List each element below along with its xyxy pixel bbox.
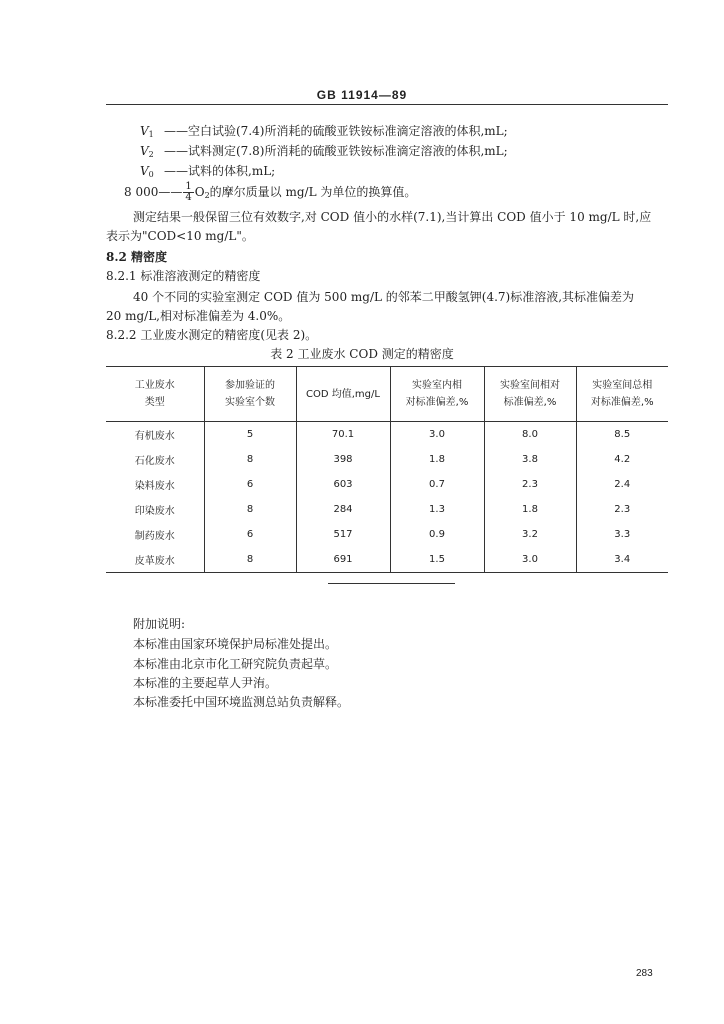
table-cell: 6 bbox=[204, 472, 296, 497]
table-cell: 398 bbox=[296, 447, 390, 472]
table-cell: 8 bbox=[204, 447, 296, 472]
table-cell: 8 bbox=[204, 547, 296, 573]
table-cell: 3.8 bbox=[484, 447, 576, 472]
definition-dash: —— bbox=[164, 164, 188, 178]
definition-text: 试料的体积,mL; bbox=[188, 164, 276, 178]
definition-text: 空白试验(7.4)所消耗的硫酸亚铁铵标准滴定溶液的体积,mL; bbox=[188, 124, 508, 138]
definition-v2 bbox=[140, 144, 508, 162]
page-number: 283 bbox=[636, 968, 653, 979]
table-cell: 8 bbox=[204, 497, 296, 522]
table-header-cell: 实验室间总相 对标准偏差,% bbox=[576, 367, 668, 422]
table-row bbox=[106, 522, 668, 547]
table-header-cell: COD 均值,mg/L bbox=[296, 367, 390, 422]
table-cell: 0.9 bbox=[390, 522, 484, 547]
definition-dash: —— bbox=[164, 124, 188, 138]
molecule: O2 bbox=[194, 185, 210, 200]
fraction: $\frac{1}{4}$ bbox=[185, 181, 192, 203]
definition-symbol: V2 bbox=[140, 144, 154, 159]
table-cell: 2.3 bbox=[576, 497, 668, 522]
page-header: GB 11914—89 bbox=[316, 88, 408, 102]
section-heading-8-2: 8.2 精密度 bbox=[106, 250, 168, 264]
mass-number: 8 000 bbox=[124, 185, 159, 199]
definition-symbol: V1 bbox=[140, 124, 154, 139]
table-cell: 1.8 bbox=[484, 497, 576, 522]
table-cell: 6 bbox=[204, 522, 296, 547]
table-cell: 8.0 bbox=[484, 422, 576, 448]
standard-para-line2: 20 mg/L,相对标准偏差为 4.0%。 bbox=[106, 309, 291, 323]
section-heading-8-2-2: 8.2.2 工业废水测定的精密度(见表 2)。 bbox=[106, 328, 318, 342]
table-cell: 3.0 bbox=[390, 422, 484, 448]
table-cell: 皮革废水 bbox=[106, 547, 204, 573]
table-row bbox=[106, 447, 668, 472]
precision-table bbox=[106, 366, 668, 573]
table-row bbox=[106, 472, 668, 497]
notes-title: 附加说明: bbox=[133, 617, 186, 631]
table-cell: 5 bbox=[204, 422, 296, 448]
table-cell: 1.5 bbox=[390, 547, 484, 573]
mass-text: 的摩尔质量以 mg/L 为单位的换算值。 bbox=[209, 185, 417, 199]
definition-dash: —— bbox=[164, 144, 188, 158]
table-cell: 70.1 bbox=[296, 422, 390, 448]
table-row bbox=[106, 422, 668, 448]
notes-line: 本标准由北京市化工研究院负责起草。 bbox=[133, 657, 338, 671]
table-cell: 3.2 bbox=[484, 522, 576, 547]
table-header-cell: 实验室内相 对标准偏差,% bbox=[390, 367, 484, 422]
result-para-line1: 测定结果一般保留三位有效数字,对 COD 值小的水样(7.1),当计算出 COD 值小于 10 mg/L 时,应 bbox=[133, 210, 652, 224]
table-cell: 3.0 bbox=[484, 547, 576, 573]
section-heading-8-2-1: 8.2.1 标准溶液测定的精密度 bbox=[106, 269, 261, 283]
standard-para-line1: 40 个不同的实验室测定 COD 值为 500 mg/L 的邻苯二甲酸氢钾(4.7)标准溶液,其标准偏差为 bbox=[133, 290, 635, 304]
notes-line: 本标准由国家环境保护局标准处提出。 bbox=[133, 637, 338, 651]
notes-line: 本标准的主要起草人尹洧。 bbox=[133, 676, 278, 690]
table-cell: 1.3 bbox=[390, 497, 484, 522]
definition-symbol: V0 bbox=[140, 164, 154, 179]
mass-dash: —— bbox=[158, 185, 183, 199]
table-row bbox=[106, 497, 668, 522]
definition-text: 试料测定(7.8)所消耗的硫酸亚铁铵标准滴定溶液的体积,mL; bbox=[188, 144, 508, 158]
table-cell: 0.7 bbox=[390, 472, 484, 497]
table-header-row bbox=[106, 367, 668, 422]
result-para-line2: 表示为"COD<10 mg/L"。 bbox=[106, 229, 254, 243]
table-header-cell: 工业废水 类型 bbox=[106, 367, 204, 422]
table-caption: 表 2 工业废水 COD 测定的精密度 bbox=[270, 347, 454, 361]
table-cell: 有机废水 bbox=[134, 431, 175, 442]
table-cell: 制药废水 bbox=[134, 531, 175, 542]
table-cell: 1.8 bbox=[390, 447, 484, 472]
header-rule bbox=[106, 104, 668, 105]
mass-definition bbox=[124, 182, 416, 203]
separator-rule bbox=[328, 583, 455, 584]
table-cell: 8.5 bbox=[576, 422, 668, 448]
table-header-cell: 实验室间相对 标准偏差,% bbox=[484, 367, 576, 422]
table-cell: 石化废水 bbox=[134, 456, 175, 467]
table-cell: 284 bbox=[296, 497, 390, 522]
table-cell: 染料废水 bbox=[134, 481, 175, 492]
table-cell: 4.2 bbox=[576, 447, 668, 472]
table-cell: 691 bbox=[296, 547, 390, 573]
notes-line: 本标准委托中国环境监测总站负责解释。 bbox=[133, 695, 350, 709]
table-cell: 3.4 bbox=[576, 547, 668, 573]
definition-v0 bbox=[140, 164, 275, 182]
table-cell: 517 bbox=[296, 522, 390, 547]
table-header-cell: 参加验证的 实验室个数 bbox=[204, 367, 296, 422]
table-cell: 2.4 bbox=[576, 472, 668, 497]
table-cell: 2.3 bbox=[484, 472, 576, 497]
table-row bbox=[106, 547, 668, 573]
table-cell: 603 bbox=[296, 472, 390, 497]
table-cell: 印染废水 bbox=[134, 506, 175, 517]
definition-v1 bbox=[140, 124, 508, 142]
table-cell: 3.3 bbox=[576, 522, 668, 547]
